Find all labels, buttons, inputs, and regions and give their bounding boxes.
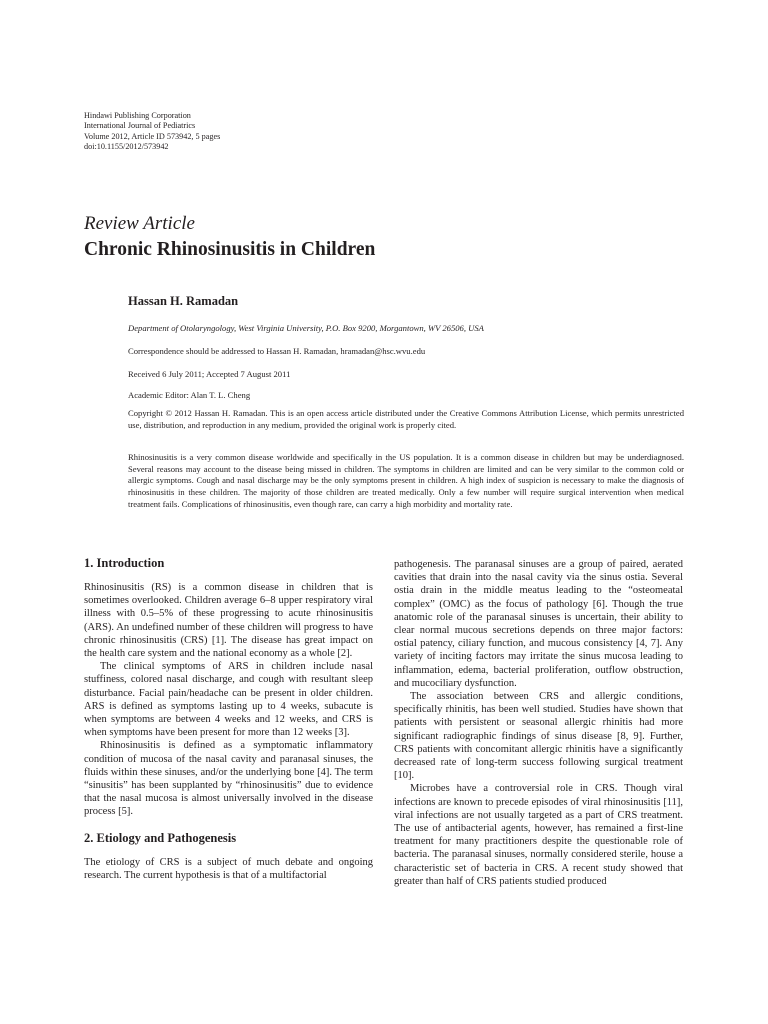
paragraph: pathogenesis. The paranasal sinuses are a group of paired, aerated cavities that drain into the nasal cavity via the sinus ostia. Several ostia drain in the middle meatus leading to the “osteomeatal complex” (OMC) as the focus of pathology [6]. Though the true anatomic role of the paranasal sinuses is uncertain, their ability to clear normal mucous secretions depends on three major factors: ostial patency, ciliary function, and mucous consistency [4, 7]. Any variety of inciting factors may irritate the sinus mucosa leading to inflammation, edema, bacterial proliferation, outflow obstruction, and mucociliary dysfunction.	[394, 559, 683, 689]
paragraph: Rhinosinusitis (RS) is a common disease in children that is sometimes overlooked. Children average 6–8 upper respiratory viral illness with 0.5–5% of these progressing to acute rhinosinusitis (ARS). An undefined number of these children will progress to have chronic rhinosinusitis (CRS) [1]. The disease has great impact on the health care system and the national economy as a whole [2].	[84, 582, 373, 660]
journal-name: International Journal of Pediatrics	[84, 121, 196, 131]
academic-editor: Academic Editor: Alan T. L. Cheng	[128, 390, 251, 400]
paragraph: Microbes have a controversial role in CRS. Though viral infections are known to precede episodes of viral rhinosinusitis [11], viral infections are not usually targeted as a part of CRS treatment. The use of antibacterial agents, however, has remained a first-line treatment for many practitioners despite the questionable role of bacteria. The paranasal sinuses, normally considered sterile, house a characteristic set of bacteria in CRS. A recent study showed that greater than half of CRS patients studied produced	[394, 783, 683, 887]
correspondence	[128, 346, 684, 358]
paragraph: The association between CRS and allergic conditions, specifically rhinitis, has been well studied. Studies have shown that patients with persistent or seasonal allergic rhinitis had more significant radiographic findings of sinus disease [8, 9]. Further, CRS patients with concomitant allergic rhinitis have a significantly decreased rate of long-term success following surgical treatment [10].	[394, 691, 683, 782]
author-name: Hassan H. Ramadan	[128, 294, 239, 308]
volume-info: Volume 2012, Article ID 573942, 5 pages	[84, 131, 221, 141]
article-type: Review Article	[84, 213, 195, 234]
doi: doi:10.1155/2012/573942	[84, 142, 169, 152]
body-column-right	[394, 558, 683, 888]
correspondence-email[interactable]: hramadan@hsc.wvu.edu	[340, 346, 426, 356]
paragraph: The etiology of CRS is a subject of much debate and ongoing research. The current hypothesis is that of a multifactorial	[84, 856, 373, 881]
article-title: Chronic Rhinosinusitis in Children	[84, 239, 376, 260]
abstract: Rhinosinusitis is a very common disease worldwide and specifically in the US population. It is a common disease in children but may be underdiagnosed. Several reasons may account to the disease being missed in children. The symptoms in children are limited and can be very similar to the common cold or allergic symptoms. Cough and nasal discharge may be the only symptoms present in children. A high index of suspicion is necessary to make the diagnosis of rhinosinusitis in these children. The majority of those children are treated medically. Only a few number will require surgical intervention when medical treatment fails. Complications of rhinosinusitis, even though rare, can carry a high morbidity and mortality rate.	[128, 452, 684, 509]
correspondence-text: Correspondence should be addressed to Hassan H. Ramadan,	[128, 346, 341, 356]
publisher-name: Hindawi Publishing Corporation	[84, 111, 191, 120]
received-accepted-dates: Received 6 July 2011; Accepted 7 August 2011	[128, 369, 291, 379]
paragraph: Rhinosinusitis is defined as a symptomatic inflammatory condition of mucosa of the nasal cavity and paranasal sinuses, the fluids within these sinuses, and/or the underlying bone [4]. The term “sinusitis” has been supplanted by “rhinosinusitis” due to evidence that the nasal mucosa is almost universally involved in the disease process [5].	[84, 740, 373, 818]
section-heading-introduction: 1. Introduction	[84, 556, 165, 570]
journal-metadata	[84, 111, 220, 153]
body-column-left	[84, 556, 373, 882]
paragraph: The clinical symptoms of ARS in children include nasal stuffiness, colored nasal discharge, and cough with resultant sleep disturbance. Facial pain/headache can be present in older children. ARS is defined as symptoms lasting up to 4 weeks, subacute is when symptoms are between 4 weeks and 12 weeks, and CRS is when symptoms have been present for more than 12 weeks [3].	[84, 661, 373, 739]
copyright-notice: Copyright © 2012 Hassan H. Ramadan. This is an open access article distributed under the Creative Commons Attribution License, which permits unrestricted use, distribution, and reproduction in any medium, provided the original work is properly cited.	[128, 408, 684, 430]
section-heading-etiology: 2. Etiology and Pathogenesis	[84, 830, 237, 845]
author-affiliation: Department of Otolaryngology, West Virginia University, P.O. Box 9200, Morgantown, WV 26506, USA	[128, 323, 484, 333]
